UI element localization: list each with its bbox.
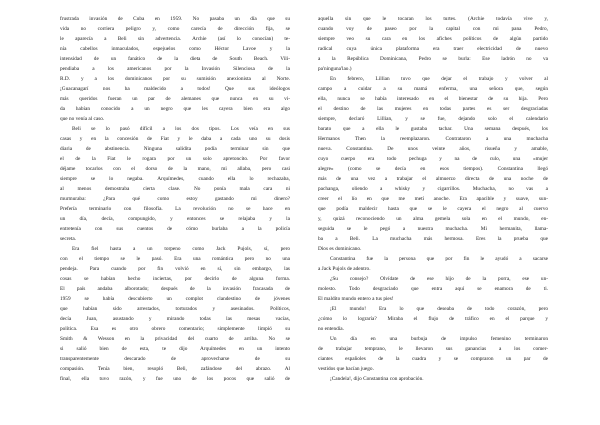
text-line: seguida se le pegó a nuestra muchacha. Mi hermanita, llama- (318, 226, 548, 232)
text-line: y, quizá reconociendo un alma gemela sola en el mundo, en- (318, 216, 548, 222)
text-line: molesto. Todo desgraciado que entra aquí se enamora de ti. (318, 286, 548, 292)
text-line: que habían sido arrestados, torturados y asesinados. Políticos, (60, 306, 290, 312)
text-line: compasión. Tenía bien, resopló Beli, zafándose del abrazo. Al (60, 366, 290, 372)
text-line: Era fiel hasta a un torpeno como Jack Pujols, sí, pero (72, 246, 290, 252)
text-line: da habían conocido a un negro que les cayera bien era algo (60, 106, 290, 112)
text-line: frustrada invasión de Cuba en 1959. No pasaba un día que su (60, 16, 290, 22)
left-page (60, 14, 290, 384)
text-line: ¡Guacanagarí nos ha maldecido a todos! Que sus ideólogos (60, 86, 290, 92)
text-line: diaria de abstinencia. Ninguna salidita podía terminar sin que (60, 146, 290, 152)
right-page (318, 14, 548, 384)
text-line: aquella sin que le tocaran los turtes. (Archie todavía vive y, (318, 16, 548, 22)
text-line: siempre veo su cara en los afiches políticos de algún partido (318, 36, 548, 42)
text-line: final, ella tuvo razón, y fue uno de los pocos que salió de (60, 376, 290, 382)
text-line: Un día en una burbuja de impulso femenino terminaron (330, 336, 548, 342)
text-line: no entendía. (318, 326, 344, 332)
text-line: vestidos que hacían juego. (318, 366, 374, 372)
text-line: un día, decía, compungido, y entonces se relajaba y la (60, 216, 290, 222)
text-line: decía Juan, asustando y mirando todas las mesas vacías, (60, 316, 290, 322)
text-line: secreta. (60, 236, 77, 242)
text-line: política. Esa es otro obrero comentario; simplemente limpió su (60, 326, 290, 332)
text-line: ¿Su consejo? Olvídate de ese hijo de la porra, ese un- (330, 276, 548, 282)
text-line: más de una vez a trabajar el almuerzo directa de una noche de (318, 176, 548, 182)
text-line: alegre» (como se decía en esos tiempos). Constantina llegó (318, 166, 548, 172)
text-line: cosas se habían hecho inciertas, por decirlo de alguna forma. (60, 276, 290, 282)
text-line: pendeja. Para cuando por fin volvió en sí, sin embargo, las (60, 266, 290, 272)
text-line: murmuraba: ¿Para qué como estoy gastando mi dinero? (60, 196, 290, 202)
text-line: a Jack Pujols de adentro. (318, 266, 371, 272)
text-line: siempre se lo negaba. Arquímedes, cuando ella lo rechazaba, (60, 176, 290, 182)
text-line: pachanga, oliendo a whisky y cigarrillos. Muchacha, no vas a (318, 186, 548, 192)
text-line: 1959 se había descubierto un complot clandestino de jóvenes (60, 296, 290, 302)
text-line: creer el lío en que me metí anoche. Era apacible y suave, sun- (318, 196, 548, 202)
text-line: con el tiempo se le pasó. Era una romántica pero no una (60, 256, 290, 262)
text-line: el destino de las mujeres en todas partes es ser desgraciadas (318, 106, 548, 112)
text-line: ¡El mundo! Era lo que deseaba de todo corazón, pero (330, 306, 548, 312)
text-line: entretenía con sus cuentos de cómo burlaba a la policía (60, 226, 290, 232)
text-line: le aparecía a Beli sin advertencia. Archie (así lo conocían) te- (60, 36, 290, 42)
text-line: El maldito mundo entero a tus pies! (318, 296, 394, 302)
text-line: Smith & Wesson en la privacidad del cuarto de arriba. No se (60, 336, 290, 342)
text-line: El país andaba alborotado; después de la invasión fracasada de (60, 286, 290, 292)
text-line: ¿cómo lo lograría? Miraba el flujo de tráfico en el parque y (318, 316, 548, 322)
text-line: si salió bien de esta, te dijo Arquímedes en un intento (60, 346, 290, 352)
text-line: radical cuya única plataforma era traer electricidad de nuevo (318, 46, 548, 52)
text-line: R.D. y a los dominicanos por su sumisión anexionista al Norte. (60, 76, 290, 82)
text-line: Dios es dominicano. (318, 246, 362, 252)
text-line: ba a Beli. La muchacha más hermosa. Eres la prueba que (318, 236, 548, 242)
text-line: cuando voy de paseo por la capital con mi pana Pedro, (318, 26, 548, 32)
text-line: transparentemente descarado de aprovecharse de su (60, 356, 290, 362)
text-line: nía cabellos inmaculados, espejuelos como Héctor Lavoe y la (60, 46, 290, 52)
text-line: campo a cuidar a su mamá enferma, una señora que, según (318, 86, 548, 92)
text-line: nueva. Constantina. De unos veinte años, risueña y amable, (318, 146, 548, 152)
text-line: Hermanos Then la reemplazaron. Contrataron a una muchacha (318, 136, 548, 142)
text-line: pendiaba a los americanos por la Invasión Silenciosa de la (60, 66, 290, 72)
text-line: ciantes españoles de la cuadra y se compraron un par de (318, 356, 548, 362)
text-line: déjame tocarlos con el dorso de la mano, mi allaba, pero casi (60, 166, 290, 172)
text-line: Constantina fue la persona que por fin le ayudó a sacarse (330, 256, 548, 262)
text-line: barato que a ella le gustaba tachar. Una semana después, los (318, 126, 548, 132)
text-line: el de la Fiat le rogara por un solo apretoncito. Por favor (60, 156, 290, 162)
text-line: cuyo cuerpo era todo pechuga y na de culo, una «mujer (318, 156, 548, 162)
text-line: a la República Dominicana, Pedro se burla: Ese ladrón no va (318, 56, 548, 62)
text-line: En febrero, Lillian tuvo que dejar el trabajo y volver al (330, 76, 548, 82)
text-line: siempre, declaró Lillian, y se fue, dejando solo el calendario (318, 116, 548, 122)
text-line: Prefería terminarlo con filosofía. La revolución no se hace en (60, 206, 290, 212)
text-line: más queridos fueran un par de alemanes que nunca en su vi- (60, 96, 290, 102)
text-line: intensidad de un fanático de la dieta de South Beach. Vili- (60, 56, 290, 62)
text-line: pa'ninguna'lao.) (318, 66, 352, 72)
text-line: de trabajar temprano, le llevaron sus ganancias a los comer- (318, 346, 548, 352)
text-line: casas y en la concesión de Fiat y le daba a cada uno su dosis (60, 136, 290, 142)
text-line: vida no corriera peligro y, como carecía de dirección fija, se (60, 26, 290, 32)
text-line: Beli se lo pasó difícil a los dos tipos. Los veía en sus (72, 126, 290, 132)
text-line: ella, nunca se había interesado en el bienestar de su hija. Pero (318, 96, 548, 102)
text-line: al menos demostraba cierta clase. No ponía mala cara ni (60, 186, 290, 192)
text-line: ¡Candela!, dijo Constantina con aprobación. (330, 376, 424, 382)
text-line: que podía maldecir hasta que se le cayera el negro al cuervo (318, 206, 548, 212)
text-line: que no venía al caso. (60, 116, 105, 122)
